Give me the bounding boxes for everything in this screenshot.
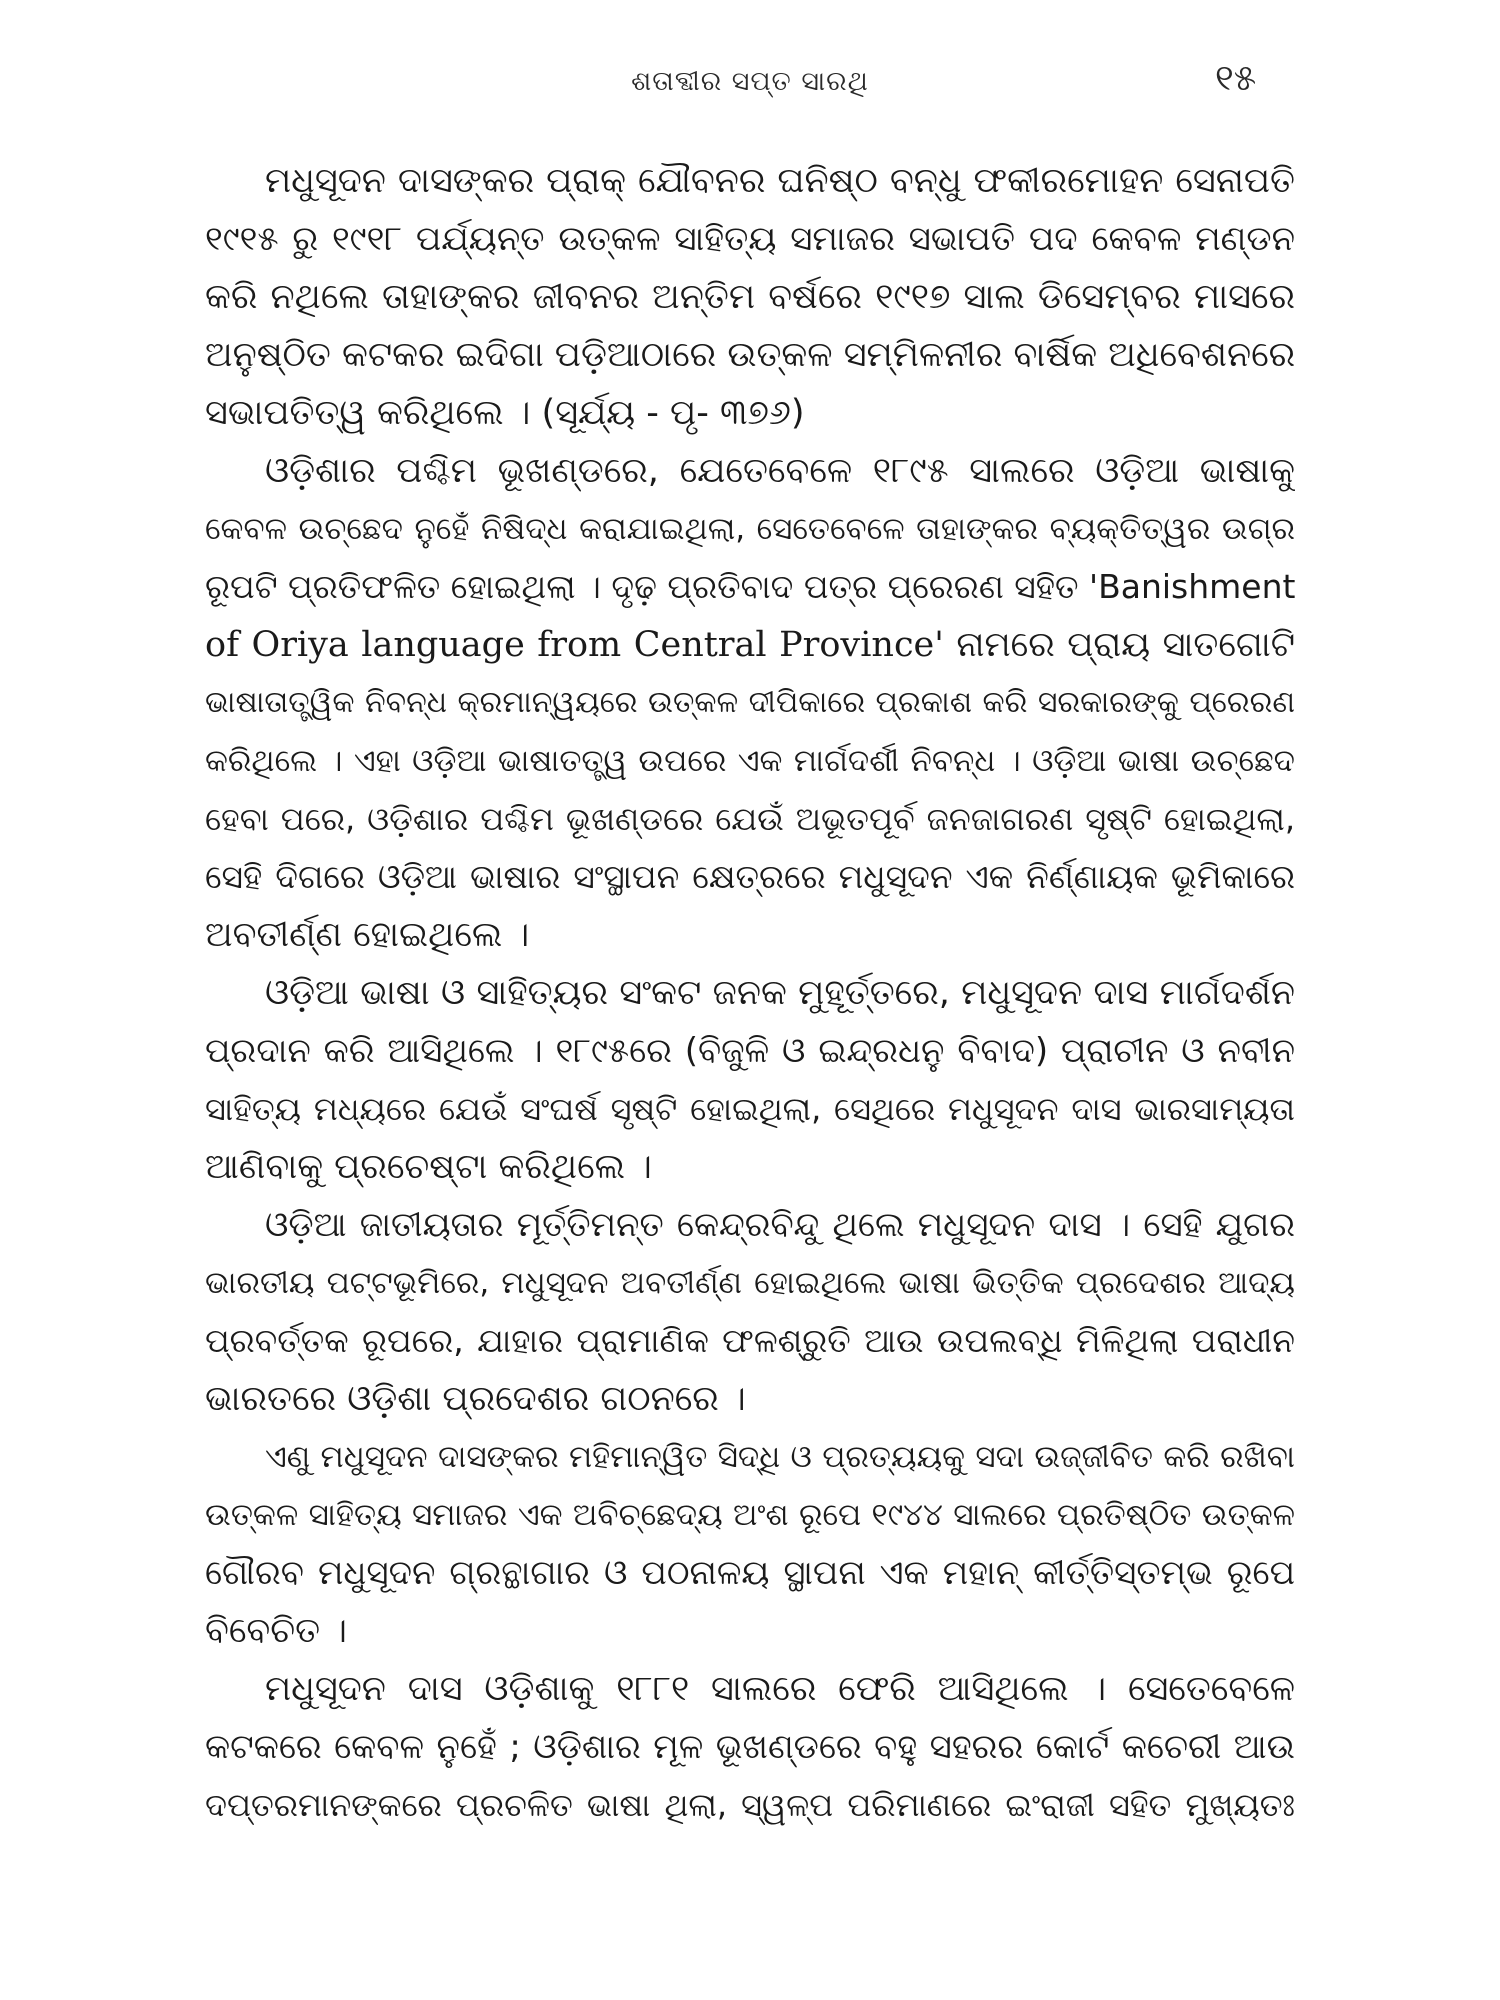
text-line: ଦପ୍ତରମାନଙ୍କରେ ପ୍ରଚଳିତ ଭାଷା ଥିଲା, ସ୍ୱଳ୍ପ ପରିମାଣରେ ଇଂରାଜୀ ସହିତ ମୁଖ୍ୟତଃ [205,1786,1295,1824]
text-line: ଭାରତୀୟ ପଟ୍ଟଭୂମିରେ, ମଧୁସୂଦନ ଅବତୀର୍ଣ୍ଣ ହୋଇଥିଲେ ଭାଷା ଭିତ୍ତିକ ପ୍ରଦେଶର ଆଦ୍ୟ [205,1265,1295,1301]
body-text [205,152,1295,1834]
text-line: ଏଣୁ ମଧୁସୂଦନ ଦାସଙ୍କର ମହିମାନ୍ୱିତ ସିଦ୍ଧି ଓ ପ୍ରତ୍ୟୟକୁ ସଦା ଉଜ୍ଜୀବିତ କରି ରଖିବା [265,1439,1295,1475]
text-line: ପ୍ରବର୍ତ୍ତକ ରୂପରେ, ଯାହାର ପ୍ରାମାଣିକ ଫଳଶ୍ରୁତି ଆଉ ଉପଲବ୍ଧି ମିଳିଥିଲା ପରାଧୀନ [205,1321,1295,1360]
text-line: ଅବତୀର୍ଣ୍ଣ ହୋଇଥିଲେ । [205,915,530,955]
text-line: ଭାଷାତାତ୍ତ୍ୱିକ ନିବନ୍ଧ କ୍ରମାନ୍ୱୟରେ ଉତ୍କଳ ଦୀପିକାରେ ପ୍ରକାଶ କରି ସରକାରଙ୍କୁ ପ୍ରେରଣ [205,685,1295,720]
text-line: ବିବେଚିତ । [205,1611,347,1651]
text-line: କରିଥିଲେ । ଏହା ଓଡ଼ିଆ ଭାଷାତତ୍ତ୍ୱ ଉପରେ ଏକ ମାର୍ଗଦର୍ଶୀ ନିବନ୍ଧ । ଓଡ଼ିଆ ଭାଷା ଉଚ୍ଛେଦ [205,743,1295,779]
text-line: କେବଳ ଉଚ୍ଛେଦ ନୁହେଁ ନିଷିଦ୍ଧ କରାଯାଇଥିଲା, ସେତେବେଳେ ତାହାଙ୍କର ବ୍ୟକ୍ତିତ୍ୱର ଉଗ୍ର [205,511,1295,547]
text-line: ୧୯୧୫ ରୁ ୧୯୧୮ ପର୍ଯ୍ୟନ୍ତ ଉତ୍କଳ ସାହିତ୍ୟ ସମାଜର ସଭାପତି ପଦ କେବଳ ମଣ୍ଡନ [205,219,1295,259]
text-line: ଭାରତରେ ଓଡ଼ିଶା ପ୍ରଦେଶର ଗଠନରେ । [205,1379,746,1419]
text-line: ଉତ୍କଳ ସାହିତ୍ୟ ସମାଜର ଏକ ଅବିଚ୍ଛେଦ୍ୟ ଅଂଶ ରୂପେ ୧୯୪୪ ସାଲରେ ପ୍ରତିଷ୍ଠିତ ଉତ୍କଳ [205,1497,1295,1533]
text-line: ଓଡ଼ିଆ ଭାଷା ଓ ସାହିତ୍ୟର ସଂକଟ ଜନକ ମୁହୂର୍ତ୍ତରେ, ମଧୁସୂଦନ ଦାସ ମାର୍ଗଦର୍ଶନ [265,973,1295,1013]
text-line: ଆଣିବାକୁ ପ୍ରଚେଷ୍ଟା କରିଥିଲେ । [205,1147,652,1187]
text-line: ମଧୁସୂଦନ ଦାସ ଓଡ଼ିଶାକୁ ୧୮୮୧ ସାଲରେ ଫେରି ଆସିଥିଲେ । ସେତେବେଳେ [265,1669,1295,1709]
text-line: of Oriya language from Central Province' ନାମରେ ପ୍ରାୟ ସାତଗୋଟି [205,625,1295,665]
text-line: ସାହିତ୍ୟ ମଧ୍ୟରେ ଯେଉଁ ସଂଘର୍ଷ ସୃଷ୍ଟି ହୋଇଥିଲା, ସେଥିରେ ମଧୁସୂଦନ ଦାସ ଭାରସାମ୍ୟତା [205,1090,1295,1128]
text-line: ଓଡ଼ିଆ ଜାତୀୟତାର ମୂର୍ତ୍ତିମନ୍ତ କେନ୍ଦ୍ରବିନ୍ଦୁ ଥିଲେ ମଧୁସୂଦନ ଦାସ । ସେହି ଯୁଗର [265,1205,1295,1245]
text-line: କରି ନଥିଲେ ତାହାଙ୍କର ଜୀବନର ଅନ୍ତିମ ବର୍ଷରେ ୧୯୧୭ ସାଲ ଡିସେମ୍ବର ମାସରେ [205,277,1295,317]
text-line: କଟକରେ କେବଳ ନୁହେଁ ; ଓଡ଼ିଶାର ମୂଳ ଭୂଖଣ୍ଡରେ ବହୁ ସହରର କୋର୍ଟ କଚେରୀ ଆଉ [205,1727,1295,1767]
page-number: ୧୫ [1215,58,1257,99]
text-line: ସଭାପତିତ୍ୱ କରିଥିଲେ । (ସୂର୍ଯ୍ୟ - ପୃ- ୩୭୬) [205,393,805,433]
text-line: ସେହି ଦିଗରେ ଓଡ଼ିଆ ଭାଷାର ସଂସ୍ଥାପନ କ୍ଷେତ୍ରରେ ମଧୁସୂଦନ ଏକ ନିର୍ଣ୍ଣାୟକ ଭୂମିକାରେ [205,857,1295,896]
text-line: ପ୍ରଦାନ କରି ଆସିଥିଲେ । ୧୮୯୫ରେ (ବିଜୁଳି ଓ ଇନ୍ଦ୍ରଧନୁ ବିବାଦ) ପ୍ରାଚୀନ ଓ ନବୀନ [205,1031,1295,1071]
text-line: ଗୌରବ ମଧୁସୂଦନ ଗ୍ରନ୍ଥାଗାର ଓ ପଠନାଳୟ ସ୍ଥାପନା ଏକ ମହାନ୍ କୀର୍ତ୍ତିସ୍ତମ୍ଭ ରୂପେ [205,1553,1295,1593]
text-line: ମଧୁସୂଦନ ଦାସଙ୍କର ପ୍ରାକ୍ ଯୌବନର ଘନିଷ୍ଠ ବନ୍ଧୁ ଫକୀରମୋହନ ସେନାପତି [265,161,1295,201]
text-line: ରୂପଟି ପ୍ରତିଫଳିତ ହୋଇଥିଲା । ଦୃଢ଼ ପ୍ରତିବାଦ ପତ୍ର ପ୍ରେରଣ ସହିତ 'Banishment [205,567,1295,606]
text-line: ଓଡ଼ିଶାର ପଶ୍ଚିମ ଭୂଖଣ୍ଡରେ, ଯେତେବେଳେ ୧୮୯୫ ସାଲରେ ଓଡ଼ିଆ ଭାଷାକୁ [265,451,1295,491]
running-head: ଶତାବ୍ଦୀର ସପ୍ତ ସାରଥି [631,66,869,97]
text-line: ହେବା ପରେ, ଓଡ଼ିଶାର ପଶ୍ଚିମ ଭୂଖଣ୍ଡରେ ଯେଉଁ ଅଭୂତପୂର୍ବ ଜନଜାଗରଣ ସୃଷ୍ଟି ହୋଇଥିଲା, [205,800,1295,838]
text-line: ଅନୁଷ୍ଠିତ କଟକର ଇଦିଗା ପଡ଼ିଆଠାରେ ଉତ୍କଳ ସମ୍ମିଳନୀର ବାର୍ଷିକ ଅଧିବେଶନରେ [205,335,1295,375]
